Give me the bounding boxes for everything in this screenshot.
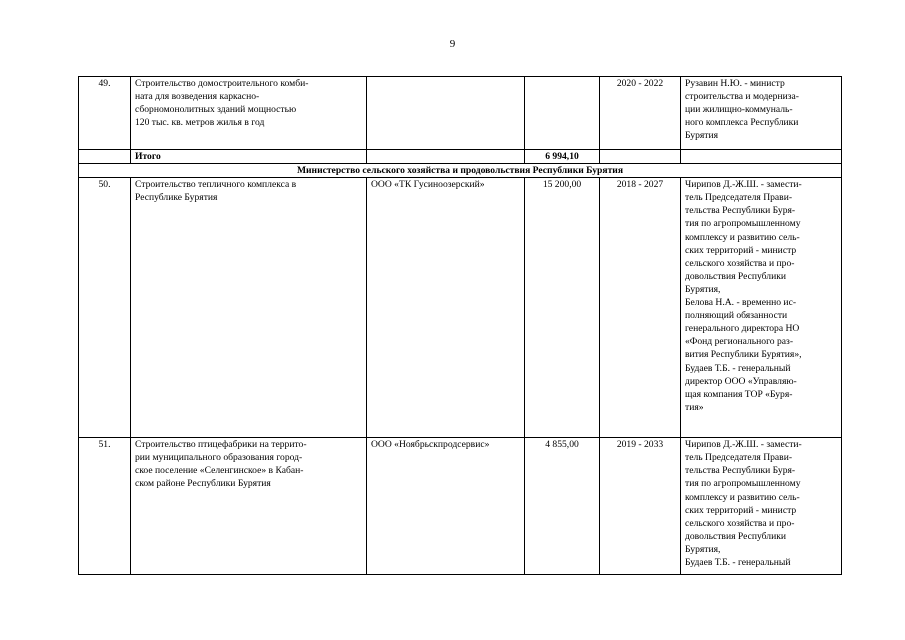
table-row [79,178,842,438]
section-header-row [79,164,842,178]
row-number: 50. [79,178,131,438]
page-number: 9 [449,38,456,50]
investor-cell: ООО «Ноябрьскпродсервис» [367,438,525,575]
responsible-cell: Чирипов Д.-Ж.Ш. - замести- тель Председателя Прави- тельства Республики Буря- тия по агропромышленному комплексу и развитию сель- ских территорий - министр сельского хозяйства и про- довольствия Республики Бурятия, Белова Н.А. - временно ис- полняющий обязанности генерального директора НО «Фонд регионального раз- вития Республики Бурятия», Будаев Т.Б. - генеральный директор ООО «Управляю- щая компания ТОР «Буря- тия» [681,178,842,438]
section-title: Министерство сельского хозяйства и продовольствия Республики Бурятия [79,164,842,178]
investor-cell: ООО «ТК Гусиноозерский» [367,178,525,438]
table-row [79,77,842,150]
project-description: Строительство птицефабрики на террито- рии муниципального образования город- ское поселение «Селенгинское» в Кабан- ском районе Республики Бурятия [131,438,367,575]
total-row [79,150,842,164]
project-description: Строительство домостроительного комби- ната для возведения каркасно- сборномонолитных зданий мощностью 120 тыс. кв. метров жилья в год [131,77,367,150]
total-label: Итого [131,150,367,164]
row-number: 49. [79,77,131,150]
responsible-cell: Чирипов Д.-Ж.Ш. - замести- тель Председателя Прави- тельства Республики Буря- тия по агропромышленному комплексу и развитию сель- ских территорий - министр сельского хозяйства и про- довольствия Республики Бурятия, Будаев Т.Б. - генеральный [681,438,842,575]
amount-cell [525,77,600,150]
responsible-cell: Рузавин Н.Ю. - министр строительства и модерниза- ции жилищно-коммуналь- ного комплекса Республики Бурятия [681,77,842,150]
period-cell: 2018 - 2027 [600,178,681,438]
project-description: Строительство тепличного комплекса в Республике Бурятия [131,178,367,438]
amount-cell: 15 200,00 [525,178,600,438]
investor-cell [367,77,525,150]
period-cell: 2019 - 2033 [600,438,681,575]
row-number: 51. [79,438,131,575]
period-cell: 2020 - 2022 [600,77,681,150]
total-amount: 6 994,10 [525,150,600,164]
amount-cell: 4 855,00 [525,438,600,575]
projects-table [78,76,842,575]
table-row [79,438,842,575]
